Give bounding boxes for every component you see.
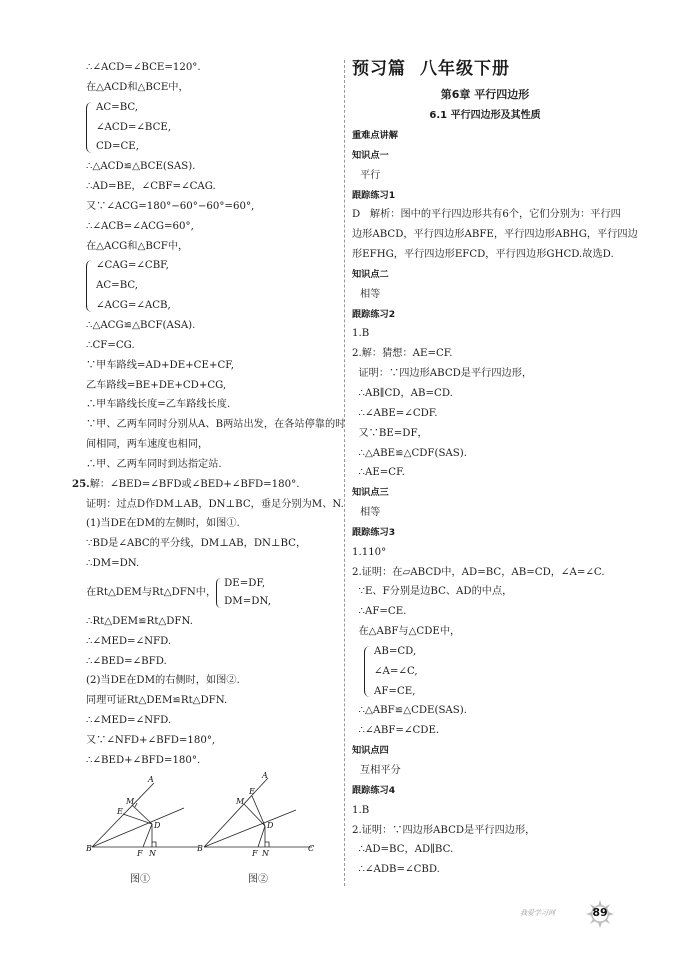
right-angle-mark <box>135 803 137 807</box>
brace-group <box>364 642 618 702</box>
figure-1 <box>92 783 198 847</box>
text-line: ∴△ABE≌△CDF(SAS). <box>352 447 467 459</box>
section-label: 知识点四 <box>352 745 389 757</box>
text-line: ∴∠BED=∠BFD. <box>86 655 167 667</box>
text-line: ∴∠ACB=∠ACG=60°, <box>86 220 194 232</box>
footer-tag: 我爱学习网 <box>520 909 555 917</box>
line-bd-ext <box>92 808 184 847</box>
text-line: 又∵∠ACG=180°−60°−60°=60°, <box>86 200 255 212</box>
text-line: 1.B <box>352 328 370 340</box>
text-line: 2.证明：在▱ABCD中，AD=BC，AB=CD，∠A=∠C. <box>352 566 605 578</box>
line-md <box>132 805 152 824</box>
section-label: 重难点讲解 <box>352 130 398 141</box>
label-m: M <box>236 797 245 806</box>
line-bd-ext <box>204 810 296 847</box>
text-line: 1.B <box>352 804 370 816</box>
page-number: 89 <box>592 906 608 919</box>
section-label: 知识点二 <box>352 268 389 280</box>
text-line: ∴甲车路线长度=乙车路线长度. <box>86 399 231 411</box>
section-label: 跟踪练习1 <box>352 189 396 201</box>
header-part1: 预习篇 <box>352 59 406 79</box>
line-ed <box>123 814 152 824</box>
text-line: 在△ACG和△BCF中， <box>86 240 189 252</box>
text-line: ∴∠ABE=∠CDF. <box>352 407 438 419</box>
section-title: 6.1 平行四边形及其性质 <box>429 110 541 121</box>
text-line: 1.110° <box>352 546 387 558</box>
label-d: D <box>267 821 274 830</box>
label-a: A <box>148 775 154 784</box>
text-line: AC=BC, <box>96 280 139 292</box>
question-25 <box>72 475 342 495</box>
label-e: E <box>249 787 255 796</box>
text-line: ∵E、F分别是边BC、AD的中点， <box>352 586 513 598</box>
right-angle-mark <box>265 842 269 847</box>
section-label: 跟踪练习4 <box>352 784 396 796</box>
answer-text: 互相平分 <box>360 765 401 776</box>
geometry-figures <box>86 770 342 870</box>
answer-text: 相等 <box>360 507 381 519</box>
text-line: ∴△ACG≌△BCF(ASA). <box>86 319 196 331</box>
line-md <box>244 804 265 826</box>
section-label: 知识点一 <box>352 149 389 161</box>
text-line: ∴∠ABF=∠CDE. <box>352 725 440 737</box>
text-line: ∴AE=CF. <box>352 467 405 479</box>
figures <box>86 770 342 890</box>
text-line: ∴Rt△DEM≌Rt△DFN. <box>86 615 193 627</box>
page-footer <box>520 896 620 930</box>
text-line: 间相同，两车速度也相同， <box>86 439 209 451</box>
text-line: 在Rt△DEM与Rt△DFN中， <box>86 587 217 599</box>
text-line: ∴AF=CE. <box>352 606 407 618</box>
text-line: ∠CAG=∠CBF, <box>96 260 169 272</box>
chapter-title: 第6章 平行四边形 <box>440 88 530 101</box>
text-line: ∴∠MED=∠NFD. <box>86 715 172 727</box>
question-number: 25. <box>72 477 90 490</box>
text-line: ∴AB∥CD，AB=CD. <box>352 387 453 399</box>
text-line: D 解析：图中的平行四边形共有6个，它们分别为：平行四 <box>352 209 621 221</box>
label-b: B <box>86 844 92 853</box>
text-line: DE=DF, <box>224 577 266 589</box>
right-column <box>352 56 638 880</box>
text-line: 边形ABCD，平行四边形ABFE，平行四边形ABHG，平行四边 <box>352 229 638 241</box>
text-line: 在△ABF与△CDE中， <box>352 626 461 638</box>
right-blocks <box>352 126 638 642</box>
right-angle-mark <box>152 842 156 847</box>
label-a: A <box>262 771 268 780</box>
text-line: 形EFHG，平行四边形EFCD，平行四边形GHCD.故选D. <box>352 249 614 261</box>
text-line: AC=BC, <box>96 101 139 113</box>
text-line: 证明：过点D作DM⊥AB，DN⊥BC，垂足分别为M、N. <box>86 498 344 510</box>
label-n: N <box>149 849 156 858</box>
text-line: AF=CE, <box>374 685 416 697</box>
text-line: 同理可证Rt△DEM≌Rt△DFN. <box>86 695 228 707</box>
text-line: 证明：∵四边形ABCD是平行四边形， <box>352 368 533 380</box>
line-ba <box>92 783 154 847</box>
header-part2: 八年级下册 <box>420 59 510 79</box>
text-line: (2)当DE在DM的右侧时，如图②. <box>86 675 240 687</box>
text-line: ∠A=∠C, <box>374 665 418 677</box>
text-line: ∴∠ACD=∠BCE=120°. <box>86 62 201 73</box>
text-line: 2.解：猜想：AE=CF. <box>352 348 453 360</box>
rt-congruence <box>86 574 342 612</box>
label-n: N <box>262 849 269 858</box>
line-df <box>143 824 152 847</box>
text-line: ∠ACG=∠ACB, <box>96 300 171 312</box>
text-line: ∵甲、乙两车同时分别从A、B两站出发，在各站停靠的时 <box>86 419 346 431</box>
brace-group <box>216 575 271 611</box>
right-blocks-2 <box>352 701 618 880</box>
label-d: D <box>154 821 161 830</box>
section-label: 跟踪练习3 <box>352 526 396 538</box>
line-ed <box>252 796 265 826</box>
text-line: ∴AD=BE，∠CBF=∠CAG. <box>86 181 216 193</box>
text-line: ∴∠BED+∠BFD=180°. <box>86 754 201 766</box>
text-line: ∴∠ADB=∠CBD. <box>352 864 440 876</box>
text-line: DM=DN, <box>224 595 271 607</box>
text-line: 2.证明：∵四边形ABCD是平行四边形， <box>352 824 536 836</box>
text-line: ∵甲车路线=AD+DE+CE+CF, <box>86 359 234 371</box>
figure-2-caption: 图② <box>248 874 268 885</box>
left-column <box>72 58 346 771</box>
page-header <box>352 56 618 82</box>
text-line: 在△ACD和△BCE中， <box>86 81 189 93</box>
line-ba <box>204 778 268 847</box>
text-line: ∴DM=DN. <box>86 558 140 570</box>
text-line: ∴AD=BC，AD∥BC. <box>352 844 454 856</box>
text-line: 乙车路线=BE+DE+CD+CG, <box>86 379 227 391</box>
text-line: ∴CF=CG. <box>86 339 135 351</box>
column-divider <box>344 60 345 886</box>
label-f: F <box>252 849 258 858</box>
text-line: AB=CD, <box>374 645 417 657</box>
answer-text: 平行 <box>360 169 381 181</box>
label-c: C <box>308 844 315 853</box>
label-m: M <box>126 797 135 806</box>
text-line: ∠ACD=∠BCE, <box>96 121 172 133</box>
answer-text: 相等 <box>360 288 381 300</box>
brace-group <box>86 256 342 316</box>
text-line: 又∵BE=DF， <box>352 427 428 439</box>
text-line: (1)当DE在DM的左侧时，如图①. <box>86 518 240 530</box>
line-df <box>258 826 265 847</box>
figure-1-caption: 图① <box>130 874 150 885</box>
text-line: ∴甲、乙两车同时到达指定站. <box>86 458 222 470</box>
text-line: ∴∠MED=∠NFD. <box>86 635 172 647</box>
brace-group <box>86 98 342 158</box>
label-b: B <box>197 844 203 853</box>
text-line: CD=CE, <box>96 141 139 153</box>
text-line: 又∵∠NFD+∠BFD=180°, <box>86 735 216 746</box>
text-line: ∵BD是∠ABC的平分线，DM⊥AB，DN⊥BC， <box>86 538 307 550</box>
figure-2 <box>204 778 312 847</box>
text-line: 解：∠BED=∠BFD或∠BED+∠BFD=180°. <box>89 478 300 490</box>
text-line: ∴△ABF≌△CDE(SAS). <box>352 705 467 717</box>
section-label: 跟踪练习2 <box>352 308 396 320</box>
text-line: ∴△ACD≌△BCE(SAS). <box>86 161 196 173</box>
label-e: E <box>117 807 123 816</box>
label-f: F <box>137 849 143 858</box>
section-label: 知识点三 <box>352 487 389 499</box>
